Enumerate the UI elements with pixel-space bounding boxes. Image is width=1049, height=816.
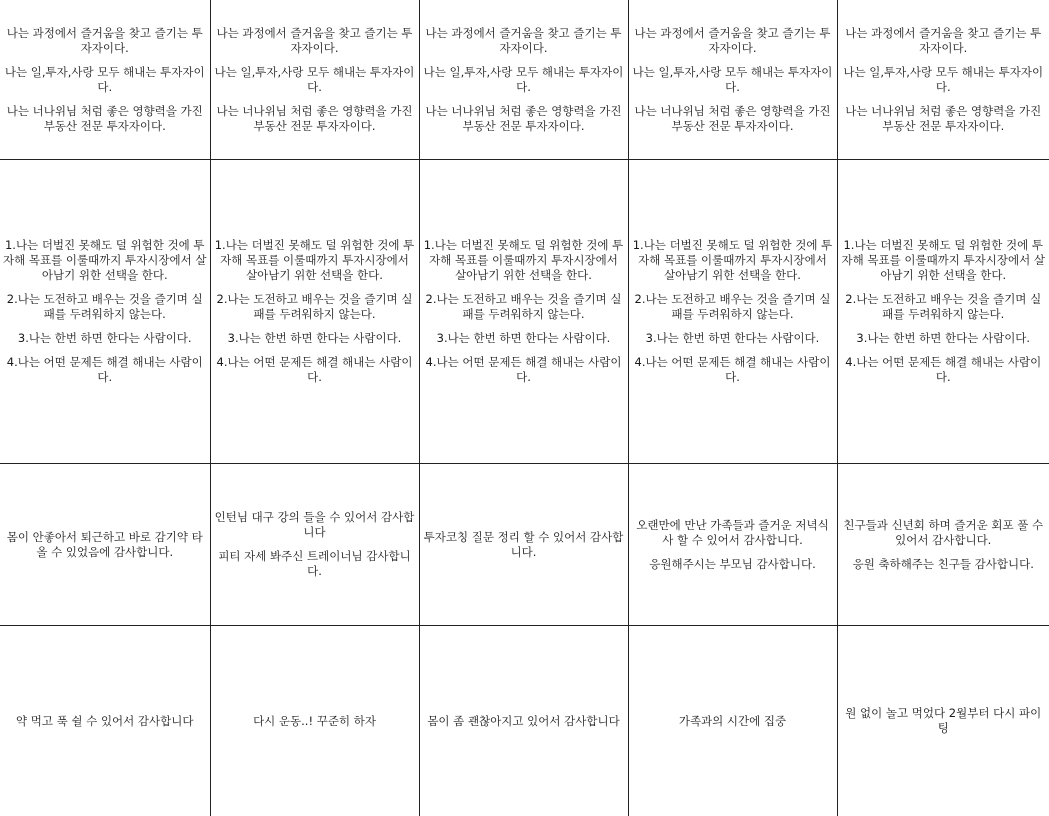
cell-text: 나는 너나위님 처럼 좋은 영향력을 가진 부동산 전문 투자자이다.: [841, 104, 1047, 134]
cell-text: 다시 운동..! 꾸준히 하자: [214, 714, 416, 729]
cell-text: 나는 과정에서 즐거움을 찾고 즐기는 투자자이다.: [214, 26, 416, 56]
cell-text: 투자코칭 질문 정리 할 수 있어서 감사합니다.: [423, 530, 625, 560]
cell-text: 나는 너나위님 처럼 좋은 영향력을 가진 부동산 전문 투자자이다.: [632, 104, 834, 134]
grid-cell: [419, 626, 628, 816]
cell-text: 나는 일,투자,사랑 모두 해내는 투자자이다.: [214, 65, 416, 95]
grid-cell: [0, 626, 210, 816]
cell-text: 4.나는 어떤 문제든 해결 해내는 사람이다.: [423, 355, 625, 385]
cell-text: 나는 일,투자,사랑 모두 해내는 투자자이다.: [423, 65, 625, 95]
cell-text: 2.나는 도전하고 배우는 것을 즐기며 실패를 두려워하지 않는다.: [841, 292, 1047, 322]
cell-text: 4.나는 어떤 문제든 해결 해내는 사람이다.: [841, 355, 1047, 385]
grid-cell: [628, 0, 837, 160]
cell-text: 3.나는 한번 하면 한다는 사람이다.: [423, 331, 625, 346]
cell-text: 인턴님 대구 강의 들을 수 있어서 감사합니다: [214, 510, 416, 540]
grid-cell: [837, 464, 1049, 626]
cell-text: 나는 일,투자,사랑 모두 해내는 투자자이다.: [841, 65, 1047, 95]
grid-cell: [628, 464, 837, 626]
row-daily-notes: [0, 626, 1049, 816]
cell-text: 나는 너나위님 처럼 좋은 영향력을 가진 부동산 전문 투자자이다.: [214, 104, 416, 134]
cell-text: 2.나는 도전하고 배우는 것을 즐기며 실패를 두려워하지 않는다.: [632, 292, 834, 322]
cell-text: 나는 과정에서 즐거움을 찾고 즐기는 투자자이다.: [3, 26, 207, 56]
grid-cell: [837, 160, 1049, 464]
cell-text: 2.나는 도전하고 배우는 것을 즐기며 실패를 두려워하지 않는다.: [214, 292, 416, 322]
grid-cell: [210, 0, 419, 160]
grid-cell: [210, 626, 419, 816]
grid-cell: [210, 464, 419, 626]
cell-text: 오랜만에 만난 가족들과 즐거운 저녁식사 할 수 있어서 감사합니다.: [632, 518, 834, 548]
row-affirmations-identity: [0, 0, 1049, 160]
cell-text: 1.나는 더벌진 못해도 덜 위험한 것에 투자해 목표를 이룰때까지 투자시장에서 살아남기 위한 선택을 한다.: [841, 238, 1047, 283]
cell-text: 응원 축하해주는 친구들 감사합니다.: [841, 557, 1047, 572]
cell-text: 응원해주시는 부모님 감사합니다.: [632, 557, 834, 572]
cell-text: 4.나는 어떤 문제든 해결 해내는 사람이다.: [632, 355, 834, 385]
cell-text: 피티 자세 봐주신 트레이너님 감사합니다.: [214, 549, 416, 579]
cell-text: 3.나는 한번 하면 한다는 사람이다.: [3, 331, 207, 346]
cell-text: 원 없이 놀고 먹었다 2월부터 다시 파이팅: [841, 706, 1047, 736]
grid-cell: [628, 160, 837, 464]
grid-cell: [419, 0, 628, 160]
grid-cell: [628, 626, 837, 816]
cell-text: 나는 과정에서 즐거움을 찾고 즐기는 투자자이다.: [423, 26, 625, 56]
cell-text: 1.나는 더벌진 못해도 덜 위험한 것에 투자해 목표를 이룰때까지 투자시장에서 살아남기 위한 선택을 한다.: [3, 238, 207, 283]
cell-text: 3.나는 한번 하면 한다는 사람이다.: [214, 331, 416, 346]
cell-text: 나는 일,투자,사랑 모두 해내는 투자자이다.: [632, 65, 834, 95]
grid-cell: [0, 464, 210, 626]
cell-text: 1.나는 더벌진 못해도 덜 위험한 것에 투자해 목표를 이룰때까지 투자시장에서 살아남기 위한 선택을 한다.: [214, 238, 416, 283]
grid-cell: [419, 464, 628, 626]
grid-cell: [837, 626, 1049, 816]
cell-text: 나는 일,투자,사랑 모두 해내는 투자자이다.: [3, 65, 207, 95]
cell-text: 2.나는 도전하고 배우는 것을 즐기며 실패를 두려워하지 않는다.: [423, 292, 625, 322]
row-affirmations-principles: [0, 160, 1049, 464]
grid-cell: [0, 160, 210, 464]
cell-text: 4.나는 어떤 문제든 해결 해내는 사람이다.: [214, 355, 416, 385]
cell-text: 몸이 안좋아서 퇴근하고 바로 감기약 타올 수 있었음에 감사합니다.: [3, 530, 207, 560]
grid-cell: [837, 0, 1049, 160]
cell-text: 1.나는 더벌진 못해도 덜 위험한 것에 투자해 목표를 이룰때까지 투자시장에서 살아남기 위한 선택을 한다.: [632, 238, 834, 283]
row-gratitude: [0, 464, 1049, 626]
cell-text: 나는 과정에서 즐거움을 찾고 즐기는 투자자이다.: [632, 26, 834, 56]
cell-text: 1.나는 더벌진 못해도 덜 위험한 것에 투자해 목표를 이룰때까지 투자시장에서 살아남기 위한 선택을 한다.: [423, 238, 625, 283]
cell-text: 약 먹고 푹 쉴 수 있어서 감사합니다: [3, 714, 207, 729]
cell-text: 나는 너나위님 처럼 좋은 영향력을 가진 부동산 전문 투자자이다.: [3, 104, 207, 134]
cell-text: 4.나는 어떤 문제든 해결 해내는 사람이다.: [3, 355, 207, 385]
grid-cell: [210, 160, 419, 464]
grid-cell: [419, 160, 628, 464]
cell-text: 2.나는 도전하고 배우는 것을 즐기며 실패를 두려워하지 않는다.: [3, 292, 207, 322]
cell-text: 3.나는 한번 하면 한다는 사람이다.: [632, 331, 834, 346]
cell-text: 친구들과 신년회 하며 즐거운 회포 풀 수 있어서 감사합니다.: [841, 518, 1047, 548]
cell-text: 3.나는 한번 하면 한다는 사람이다.: [841, 331, 1047, 346]
cell-text: 나는 과정에서 즐거움을 찾고 즐기는 투자자이다.: [841, 26, 1047, 56]
cell-text: 가족과의 시간에 집중: [632, 714, 834, 729]
cell-text: 나는 너나위님 처럼 좋은 영향력을 가진 부동산 전문 투자자이다.: [423, 104, 625, 134]
grid-cell: [0, 0, 210, 160]
cell-text: 몸이 좀 괜찮아지고 있어서 감사합니다: [423, 714, 625, 729]
